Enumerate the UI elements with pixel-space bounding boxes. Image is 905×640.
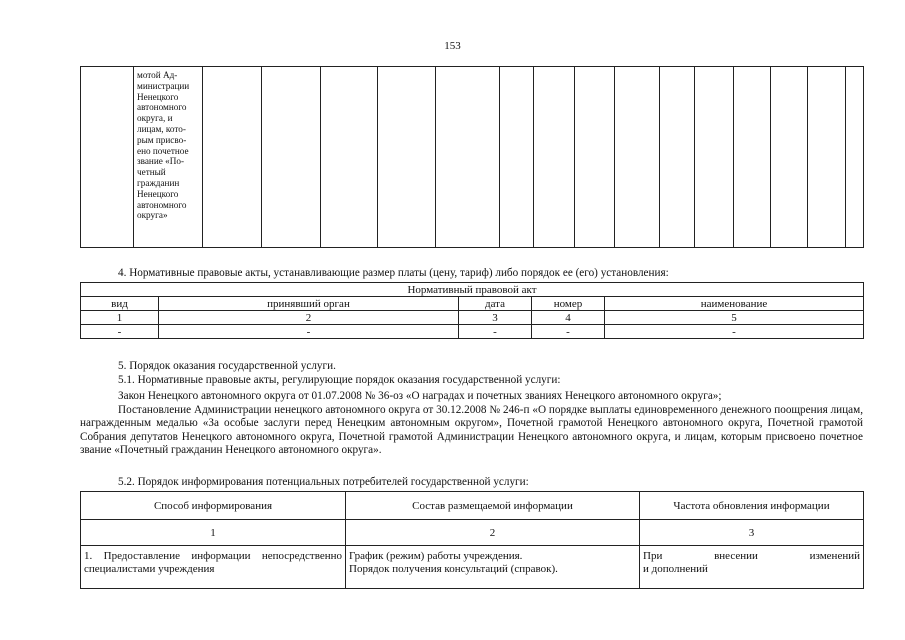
info-content [346,546,640,589]
table-cell [436,67,500,248]
info-frequency-word: При [643,550,663,562]
info-content-line: График (режим) работы учреждения. [349,550,523,562]
column-header: Состав размещаемой информации [346,492,640,520]
column-header: принявший орган [159,297,459,311]
info-frequency-line: и дополнений [643,563,708,575]
column-number: 2 [346,520,640,546]
column-number: 3 [459,311,532,325]
column-header: Способ информирования [81,492,346,520]
table-cell [615,67,660,248]
column-header: наименование [605,297,864,311]
table-cell [846,67,864,248]
section5-1-heading: 5.1. Нормативные правовые акты, регулирующие порядок оказания государственной услуги: [118,374,561,386]
informing-table [80,491,864,589]
table-cell: - [159,325,459,339]
table-cell [534,67,575,248]
continuation-text: мотой Ад- министрации Ненецкого автономного округа, и лицам, кото- рым присво- ено почетное звание «По- четный гражданин Ненецкого автономного округа» [134,67,203,248]
table-cell [500,67,534,248]
table-cell [575,67,615,248]
info-method: 1. Предоставление информации непосредственно специалистами учреждения [81,546,346,589]
table-cell [378,67,436,248]
table-cell: - [459,325,532,339]
column-number: 5 [605,311,864,325]
table-cell: - [605,325,864,339]
section4-heading: 4. Нормативные правовые акты, устанавливающие размер платы (цену, тариф) либо порядок ее (его) установления: [118,267,669,279]
table-cell [660,67,695,248]
fee-acts-table [80,282,864,339]
table-row [81,546,864,589]
info-frequency-word: изменений [809,550,860,562]
table-cell [734,67,771,248]
table-cell [808,67,846,248]
column-number: 3 [640,520,864,546]
table-cell [771,67,808,248]
table-group-header: Нормативный правовой акт [81,283,864,297]
table-cell [262,67,321,248]
table-cell: - [532,325,605,339]
table-cell [81,67,134,248]
page-number: 153 [444,40,461,52]
section5-2-heading: 5.2. Порядок информирования потенциальных потребителей государственной услуги: [118,476,529,488]
column-header: вид [81,297,159,311]
column-number: 1 [81,520,346,546]
section5-heading: 5. Порядок оказания государственной услуги. [118,360,336,372]
column-header: Частота обновления информации [640,492,864,520]
info-frequency-word: внесении [714,550,758,562]
column-header: номер [532,297,605,311]
table-cell: - [81,325,159,339]
column-number: 1 [81,311,159,325]
info-frequency [640,546,864,589]
column-number: 4 [532,311,605,325]
decree-reference: Постановление Администрации ненецкого автономного округа от 30.12.2008 № 246-п «О порядке выплаты единовременного денежного поощрения лицам, награжденным медалью «За особые заслуги перед Ненецким автономным округом», Почетной грамотой Ненецкого автономного округа, Почетной грамотой Собрания депутатов Ненецкого автономного округа, Почетной грамотой Администрации Ненецкого автономного округа, и лицам, которым присвоено почетное звание «Почетный гражданин Ненецкого автономного округа». [80,404,863,457]
info-content-line: Порядок получения консультаций (справок). [349,563,558,575]
table-cell [695,67,734,248]
continuation-table [80,66,864,248]
column-header: дата [459,297,532,311]
table-cell [321,67,378,248]
table-cell [203,67,262,248]
law-reference: Закон Ненецкого автономного округа от 01.07.2008 № 36-оз «О наградах и почетных званиях Ненецкого автономного округа»; [118,390,722,402]
column-number: 2 [159,311,459,325]
